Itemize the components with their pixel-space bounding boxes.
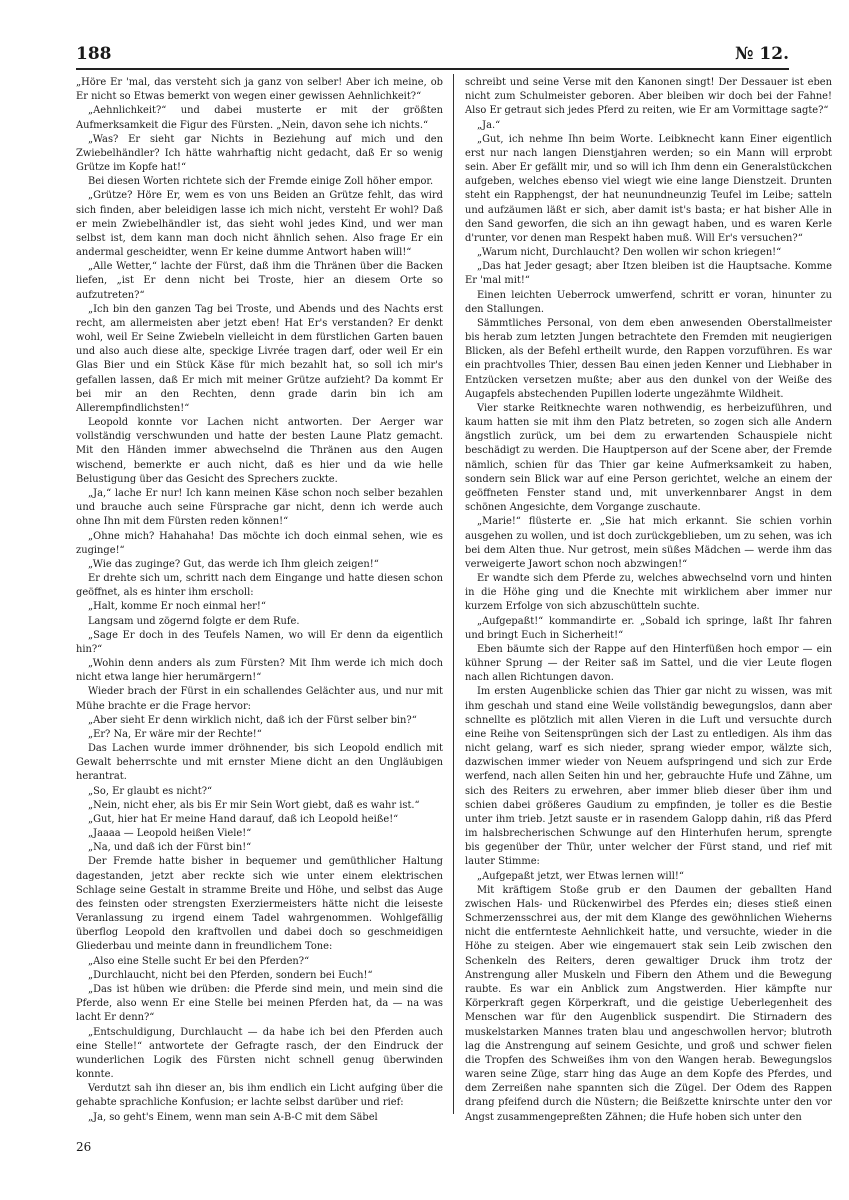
paragraph: „Grütze? Höre Er, wem es von uns Beiden an Grütze fehlt, das wird sich finden, aber beleidigen lasse ich mich nicht, versteht Er wohl? Daß er mein Zwiebelhändler ist, das sieht wohl jedes Kind, und wer man selbst ist, dem kann man doch nicht ähnlich sehen. Also frage Er ein andermal gescheidter, wenn Er keine dumme Antwort haben will!“ xyxy=(76,190,443,259)
paragraph: „Wie das zuginge? Gut, das werde ich Ihm gleich zeigen!“ xyxy=(88,558,379,570)
paragraph: „Ich bin den ganzen Tag bei Troste, und Abends und des Nachts erst recht, am allermeisten aber jetzt eben! Hat Er's verstanden? Er denkt wohl, weil Er Seine Zwiebeln vielleicht in dem fürstlichen Garten bauen und also auch diese alte, speckige Livrée tragen darf, oder weil Er ein Glas Bier und ein Stück Käse für mich bezahlt hat, so soll ich mir's gefallen lassen, daß Er mich mit meiner Grütze aufzieht? Da kommt Er bei mir an den Rechten, denn grade darin bin ich am Allerempfindlichsten!“ xyxy=(76,303,443,414)
paragraph: Bei diesen Worten richtete sich der Fremde einige Zoll höher empor. xyxy=(88,176,434,188)
paragraph: „Das ist hüben wie drüben: die Pferde sind mein, und mein sind die Pferde, also wenn Er eine Stelle bei meinen Pferden hat, da — na was lacht Er denn?“ xyxy=(76,984,443,1024)
paragraph: schreibt und seine Verse mit den Kanonen singt! Der Dessauer ist eben nicht zum Schulmeister geboren. Aber bleiben wir doch bei der Fahne! Also Er getraut sich jedes Pferd zu reiten, wie Er am Vormittage sagte?“ xyxy=(465,77,832,117)
paragraph: „Aehnlichkeit?“ und dabei musterte er mit der größten Aufmerksamkeit die Figur des Fürsten. „Nein, davon sehe ich nichts.“ xyxy=(76,105,443,131)
paragraph: „Alle Wetter,“ lachte der Fürst, daß ihm die Thränen über die Backen liefen, „ist Er denn nicht bei Troste, hier an diesem Orte so aufzutreten?“ xyxy=(76,261,443,301)
paragraph: Vier starke Reitknechte waren nothwendig, es herbeizuführen, und kaum hatten sie mit ihm den Platz betreten, so zogen sich alle Andern ängstlich zurück, um bei dem zu erwartenden Schauspiele nicht beschädigt zu werden. Die Hauptperson auf der Scene aber, der Fremde nämlich, schien für das Thier gar keine Aufmerksamkeit zu haben, sondern sein Blick war auf eine Person gerichtet, welche an einem der geöffneten Fenster stand und, mit unverkennbarer Angst in dem schönen Angesichte, dem Vorgange zuschaute. xyxy=(465,402,832,514)
paragraph: „Ja, so geht's Einem, wenn man sein A-B-C mit dem Säbel xyxy=(88,1111,378,1123)
paragraph: „Ohne mich? Hahahaha! Das möchte ich doch einmal sehen, wie es zuginge!“ xyxy=(76,530,443,556)
column-divider xyxy=(453,74,454,1114)
paragraph: Wieder brach der Fürst in ein schallendes Gelächter aus, und nur mit Mühe brachte er die Frage hervor: xyxy=(76,686,443,712)
paragraph: „Ja.“ xyxy=(477,119,501,131)
paragraph: „Er? Na, Er wäre mir der Rechte!“ xyxy=(88,728,262,740)
paragraph: „Also eine Stelle sucht Er bei den Pferden?“ xyxy=(88,955,310,967)
paragraph: Verdutzt sah ihn dieser an, bis ihm endlich ein Licht aufging über die gehabte sprachliche Konfusion; er lachte selbst darüber und rief: xyxy=(76,1083,443,1109)
paragraph: „Gut, ich nehme Ihn beim Worte. Leibknecht kann Einer eigentlich erst nur nach langen Dienstjahren werden; so ein Mann will erprobt sein. Aber Er gefällt mir, und so will ich Ihm denn ein Generalstückchen aufgeben, welches ebenso viel wiegt wie eine lange Dienstzeit. Drunten steht ein Rapphengst, der hat neunundneunzig Teufel im Leibe; satteln und aufzäumen läßt er sich, aber damit ist's basta; er hat bisher Alle in den Sand geworfen, die sich an ihn gewagt haben, und es waren Kerle d'runter, vor denen man Respekt haben muß. Will Er's versuchen?“ xyxy=(465,133,832,244)
header-rule xyxy=(76,68,789,70)
paragraph: „Sage Er doch in des Teufels Namen, wo will Er denn da eigentlich hin?“ xyxy=(76,629,443,655)
paragraph: „Wohin denn anders als zum Fürsten? Mit Ihm werde ich mich doch nicht etwa lange hier herumärgern!“ xyxy=(76,658,443,684)
paragraph: „Höre Er 'mal, das versteht sich ja ganz von selber! Aber ich meine, ob Er nicht so Etwas bemerkt von wegen einer gewissen Aehnlichkeit?“ xyxy=(76,77,443,103)
paragraph: Langsam und zögernd folgte er dem Rufe. xyxy=(88,615,300,627)
paragraph: „Aber sieht Er denn wirklich nicht, daß ich der Fürst selber bin?“ xyxy=(88,714,417,726)
paragraph: „Halt, komme Er noch einmal her!“ xyxy=(88,601,266,613)
issue-number: № 12. xyxy=(735,44,789,64)
paragraph: „Nein, nicht eher, als bis Er mir Sein Wort giebt, daß es wahr ist.“ xyxy=(88,799,420,811)
paragraph: „So, Er glaubt es nicht?“ xyxy=(88,785,213,797)
left-column xyxy=(76,76,443,1125)
paragraph: Sämmtliches Personal, von dem eben anwesenden Oberstallmeister bis herab zum letzten Jungen betrachtete den Fremden mit neugierigen Blicken, als der Befehl ertheilt wurde, den Rappen vorzuführen. Es war ein prachtvolles Thier, dessen Bau einen jeden Kenner und Liebhaber in Entzücken versetzen mußte; aber aus den dunkel von der Weiße des Augapfels abstechenden Pupillen loderte ungezähmte Wildheit. xyxy=(465,317,832,400)
paragraph: „Aufgepaßt!“ kommandirte er. „Sobald ich springe, laßt Ihr fahren und bringt Euch in Sicherheit!“ xyxy=(465,615,832,641)
page-header xyxy=(76,44,789,70)
signature-mark: 26 xyxy=(76,1140,92,1154)
paragraph: Das Lachen wurde immer dröhnender, bis sich Leopold endlich mit Gewalt beherrschte und mit ernster Miene dicht an den Ungläubigen herantrat. xyxy=(76,743,443,783)
paragraph: „Warum nicht, Durchlaucht? Den wollen wir schon kriegen!“ xyxy=(477,247,782,259)
paragraph: Leopold konnte vor Lachen nicht antworten. Der Aerger war vollständig verschwunden und hatte der besten Laune Platz gemacht. Mit den Händen immer abwechselnd die Thränen aus den Augen wischend, bemerkte er auch nicht, daß es hier und da wie helle Belustigung über das Gesicht des Sprechers zuckte. xyxy=(76,417,443,485)
paragraph: Einen leichten Ueberrock umwerfend, schritt er voran, hinunter zu den Stallungen. xyxy=(465,289,832,315)
paragraph: „Das hat Jeder gesagt; aber Itzen bleiben ist die Hauptsache. Komme Er 'mal mit!“ xyxy=(465,261,832,287)
paragraph: „Jaaaa — Leopold heißen Viele!“ xyxy=(88,828,252,840)
paragraph: Mit kräftigem Stoße grub er den Daumen der geballten Hand zwischen Hals- und Rückenwirbel des Pferdes ein; dieses stieß einen Schmerzensschrei aus, der mit dem Klange des gewöhnlichen Wieherns nicht die entfernteste Aehnlichkeit hatte, und versuchte, wieder in die Höhe zu steigen. Aber wie eingemauert stak sein Leib zwischen den Schenkeln des Reiters, deren gewaltiger Druck ihm trotz der Anstrengung aller Muskeln und Fibern den Athem und die Bewegung raubte. Es war ein Anblick zum Angstwerden. Hier kämpfte nur Körperkraft gegen Körperkraft, und die geistige Ueberlegenheit des Menschen war für den Augenblick suspendirt. Die Stirnadern des muskelstarken Mannes traten blau und angeschwollen hervor; blutroth lag die Anstrengung auf seinem Gesichte, und groß und schwer fielen die Tropfen des Schweißes ihm von den Wangen herab. Bewegungslos waren seine Züge, starr hing das Auge an dem Kopfe des Pferdes, und dem Zerreißen nahe spannten sich die Zügel. Der Odem des Rappen drang pfeifend durch die Nüstern; die Beißzette knirschte unter den vor Angst zusammengepreßten Zähnen; die Hufe hoben sich unter den xyxy=(465,884,832,1123)
page-number: 188 xyxy=(76,44,112,64)
paragraph: „Aufgepaßt jetzt, wer Etwas lernen will!“ xyxy=(477,870,684,882)
paragraph: Der Fremde hatte bisher in bequemer und gemüthlicher Haltung dagestanden, jetzt aber reckte sich wie unter einem elektrischen Schlage seine Gestalt in stramme Breite und Höhe, und selbst das Auge des feinsten oder strengsten Exerziermeisters hätte nicht die leiseste Veranlassung zu irgend einem Tadel wahrgenommen. Wohlgefällig überflog Leopold den kraftvollen und dabei doch so geschmeidigen Gliederbau und meinte dann in freundlichem Tone: xyxy=(76,856,443,953)
paragraph: „Ja,“ lache Er nur! Ich kann meinen Käse schon noch selber bezahlen und brauche auch seine Fürsprache gar nicht, denn ich werde auch ohne Ihn mit dem Fürsten reden können!“ xyxy=(76,487,443,528)
paragraph: „Durchlaucht, nicht bei den Pferden, sondern bei Euch!“ xyxy=(88,969,373,981)
paragraph: Eben bäumte sich der Rappe auf den Hinterfüßen hoch empor — ein kühner Sprung — der Reiter saß im Sattel, und die vier Leute flogen nach allen Richtungen davon. xyxy=(465,643,832,684)
right-column xyxy=(465,76,832,1125)
paragraph: „Entschuldigung, Durchlaucht — da habe ich bei den Pferden auch eine Stelle!“ antwortete der Gefragte rasch, der den Eindruck der wunderlichen Logik des Fürsten nicht schnell genug überwinden konnte. xyxy=(76,1026,443,1081)
paragraph: Er wandte sich dem Pferde zu, welches abwechselnd vorn und hinten in die Höhe ging und die Knechte mit wirklichem aber immer nur kurzem Erfolge von sich abzuschütteln suchte. xyxy=(465,573,832,613)
paragraph: „Marie!“ flüsterte er. „Sie hat mich erkannt. Sie schien vorhin ausgehen zu wollen, und ist doch zurückgeblieben, um zu sehen, was ich bei dem Alten thue. Nur getrost, mein süßes Mädchen — werde ihm das verweigerte Jawort schon noch abzwingen!“ xyxy=(465,516,832,570)
paragraph: „Was? Er sieht gar Nichts in Beziehung auf mich und den Zwiebelhändler? Ich hätte wahrhaftig nicht gedacht, daß Er so wenig Grütze im Kopfe hat!“ xyxy=(76,133,443,174)
paragraph: „Gut, hier hat Er meine Hand darauf, daß ich Leopold heiße!“ xyxy=(88,813,399,825)
paragraph: Er drehte sich um, schritt nach dem Eingange und hatte diesen schon geöffnet, als es hinter ihm erscholl: xyxy=(76,573,443,599)
paragraph: Im ersten Augenblicke schien das Thier gar nicht zu wissen, was mit ihm geschah und stand eine Weile vollständig bewegungslos, dann aber schnellte es plötzlich mit allen Vieren in die Luft und versuchte durch eine Reihe von Seitensprüngen sich der Last zu entledigen. Als ihm das nicht gelang, warf es sich nieder, sprang wieder empor, wälzte sich, dazwischen immer wieder von Neuem aufspringend und sich zur Erde werfend, nach allen Seiten hin und her, gebrauchte Hufe und Zähne, um sich des Reiters zu erwehren, aber immer blieb dieser über ihm und schien dabei größeres Gaudium zu empfinden, je toller es die Bestie unter ihm trieb. Jetzt sauste er in rasendem Galopp dahin, riß das Pferd im halsbrecherischen Schwunge auf den Hinterhufen herum, sprengte bis gegenüber der Thür, unter welcher der Fürst stand, und rief mit lauter Stimme: xyxy=(465,686,832,868)
paragraph: „Na, und daß ich der Fürst bin!“ xyxy=(88,842,252,854)
